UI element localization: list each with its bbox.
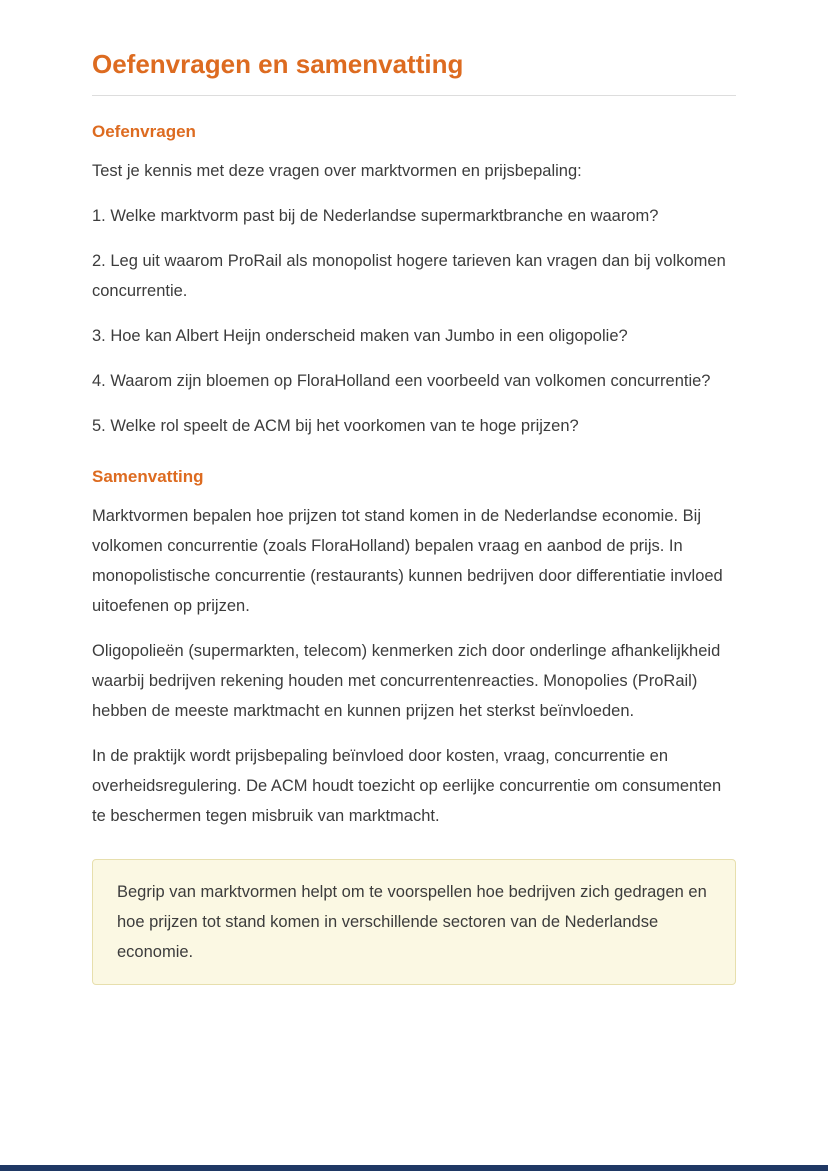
callout-text: Begrip van marktvormen helpt om te voorspellen hoe bedrijven zich gedragen en hoe prijzen tot stand komen in verschillende sectoren van de Nederlandse economie. (117, 882, 707, 961)
question-1: 1. Welke marktvorm past bij de Nederlandse supermarktbranche en waarom? (92, 206, 659, 225)
question-5: 5. Welke rol speelt de ACM bij het voorkomen van te hoge prijzen? (92, 416, 579, 435)
section-heading-oefenvragen: Oefenvragen (92, 121, 196, 141)
title-divider (92, 95, 736, 96)
footer-bar (0, 1165, 828, 1171)
question-4: 4. Waarom zijn bloemen op FloraHolland een voorbeeld van volkomen concurrentie? (92, 371, 711, 390)
page-title: Oefenvragen en samenvatting (92, 49, 464, 79)
summary-paragraph-2: Oligopolieën (supermarkten, telecom) kenmerken zich door onderlinge afhankelijkheid waarbij bedrijven rekening houden met concurrentenreacties. Monopolies (ProRail) hebben de meeste marktmacht en kunnen prijzen het sterkst beïnvloeden. (92, 641, 721, 720)
question-2: 2. Leg uit waarom ProRail als monopolist hogere tarieven kan vragen dan bij volkomen concurrentie. (92, 251, 726, 300)
section-heading-samenvatting: Samenvatting (92, 466, 204, 486)
question-3: 3. Hoe kan Albert Heijn onderscheid maken van Jumbo in een oligopolie? (92, 326, 628, 345)
summary-paragraph-3: In de praktijk wordt prijsbepaling beïnvloed door kosten, vraag, concurrentie en overheidsregulering. De ACM houdt toezicht op eerlijke concurrentie om consumenten te beschermen tegen misbruik van marktmacht. (92, 746, 722, 825)
callout-box (92, 859, 736, 985)
questions-intro: Test je kennis met deze vragen over marktvormen en prijsbepaling: (92, 161, 582, 180)
summary-paragraph-1: Marktvormen bepalen hoe prijzen tot stand komen in de Nederlandse economie. Bij volkomen concurrentie (zoals FloraHolland) bepalen vraag en aanbod de prijs. In monopolistische concurrentie (restaurants) kunnen bedrijven door differentiatie invloed uitoefenen op prijzen. (92, 506, 723, 615)
